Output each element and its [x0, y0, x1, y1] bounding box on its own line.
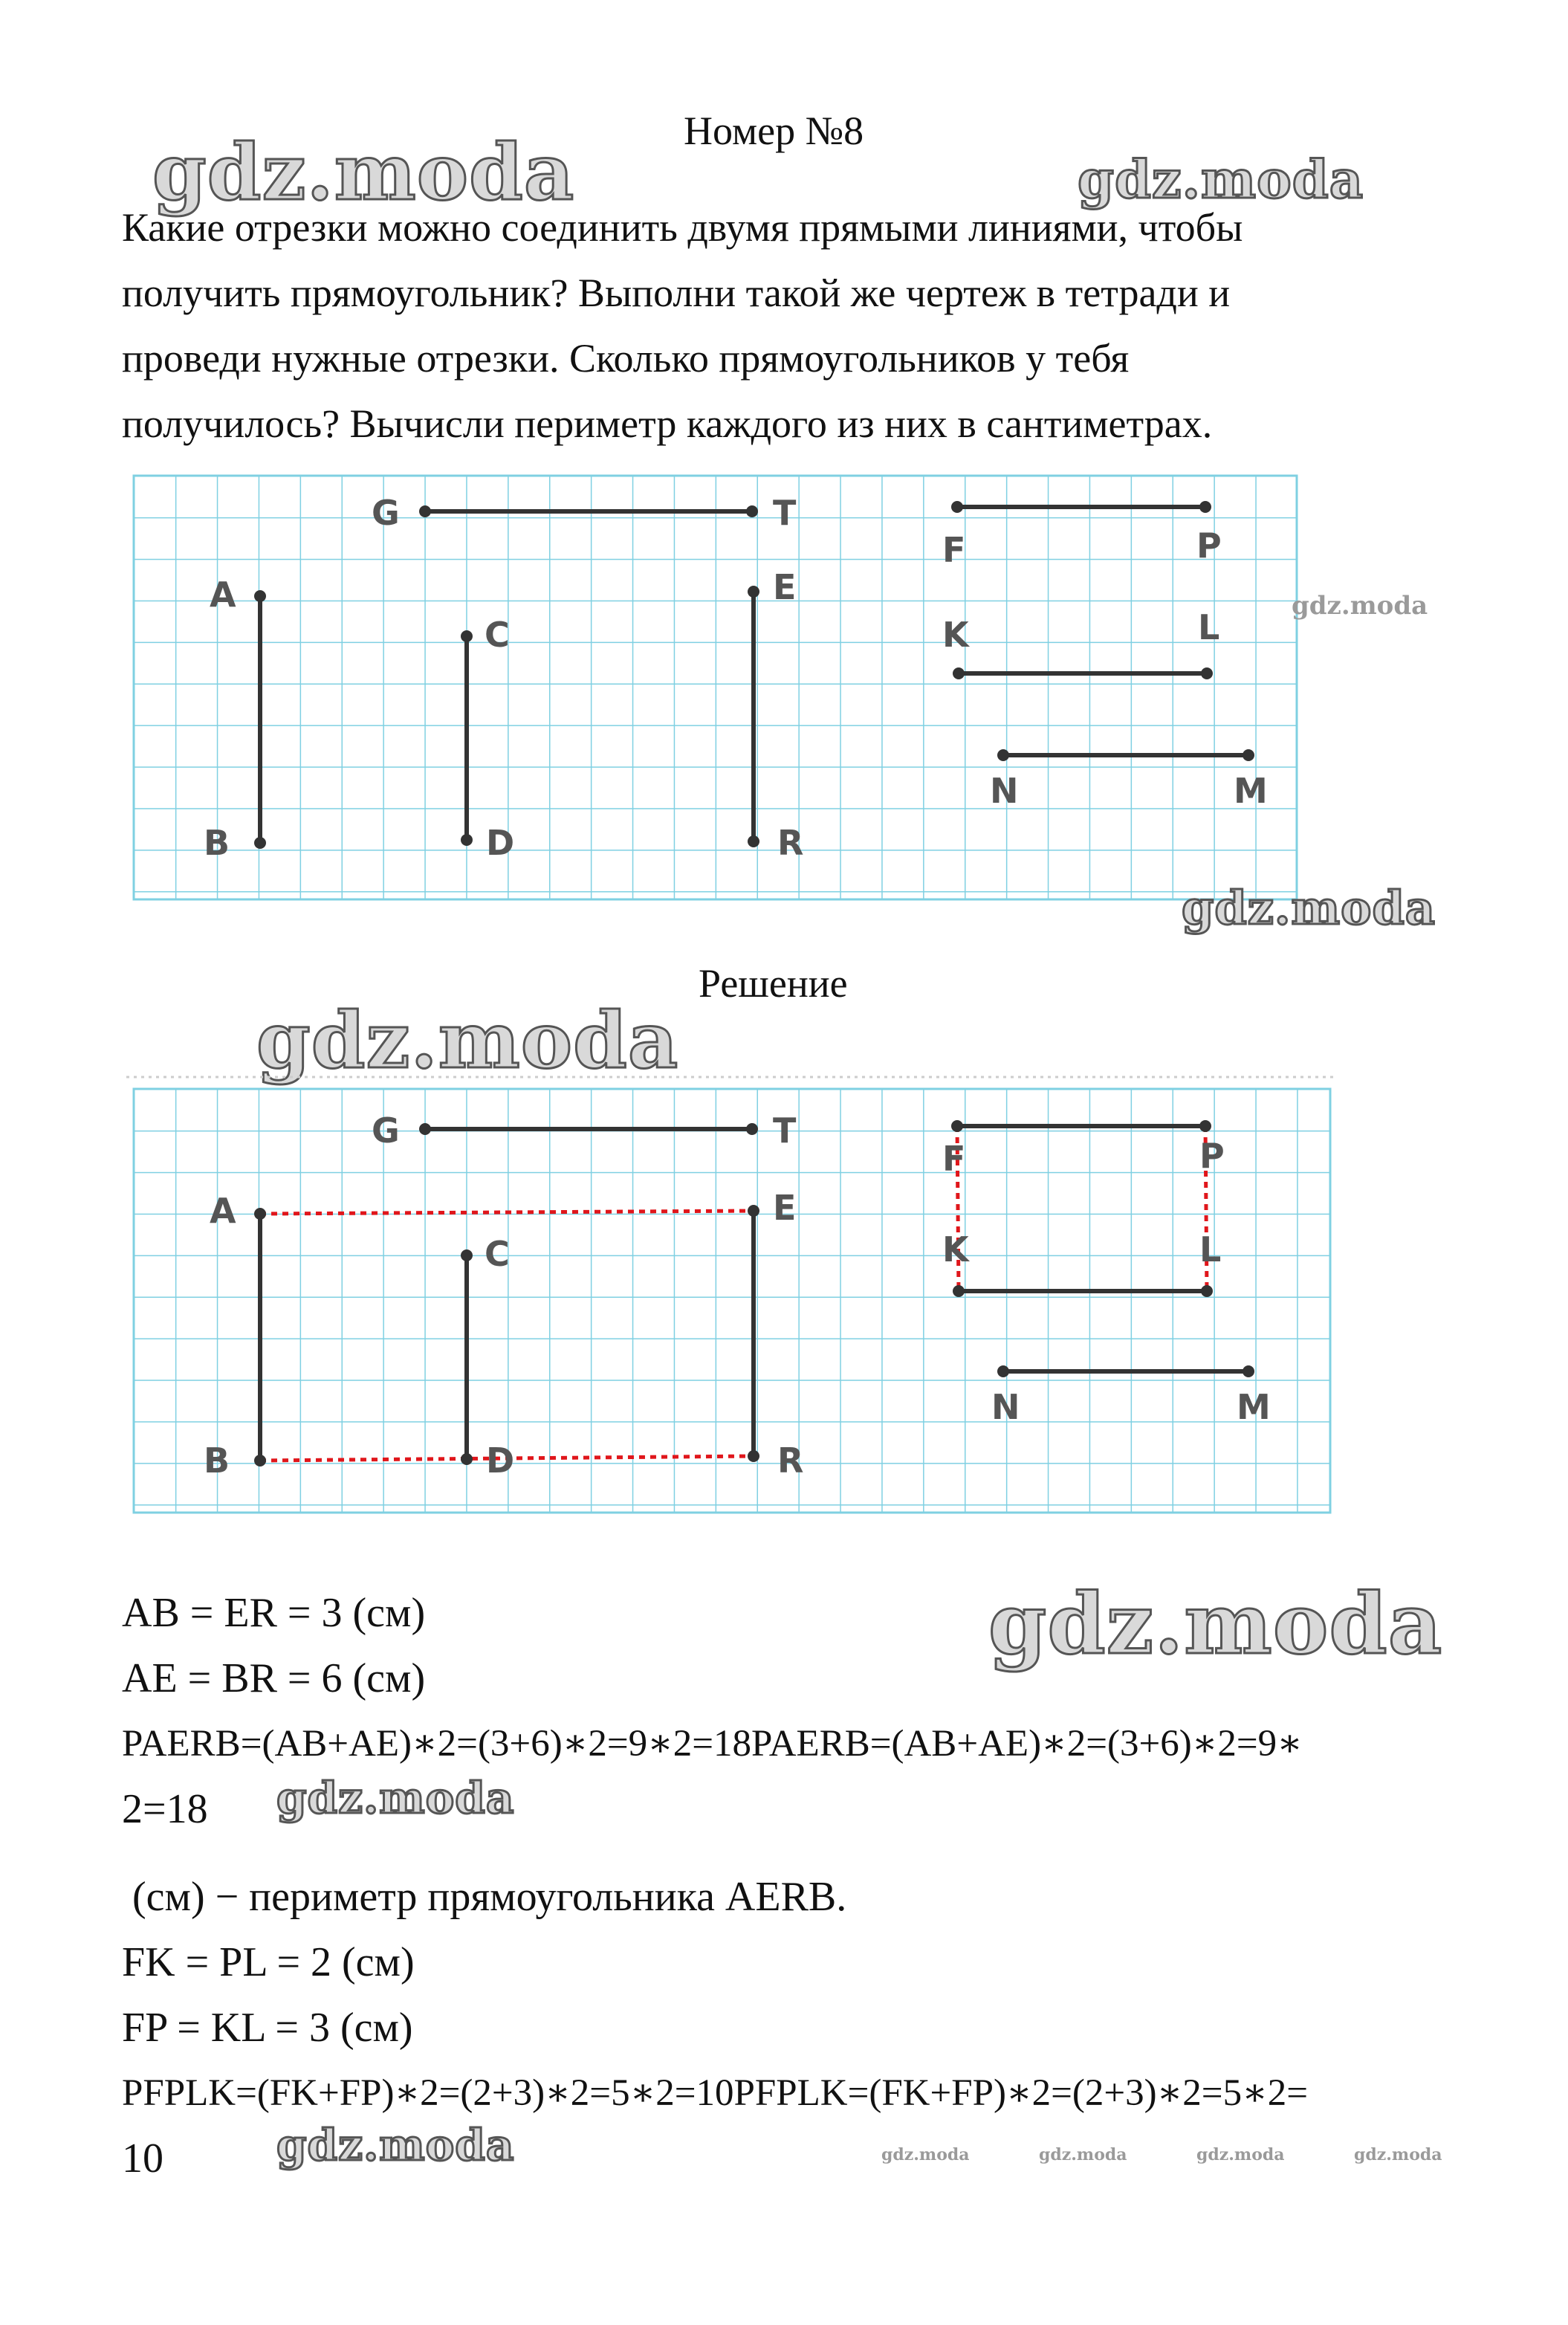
answer-line: AB = ER = 3 (см): [122, 1590, 426, 1636]
watermark: gdz.moda: [1292, 591, 1428, 621]
label-c: C: [485, 1234, 510, 1274]
watermark: gdz.moda: [256, 995, 679, 1086]
watermark: gdz.moda: [1354, 2145, 1442, 2164]
task-line: получилось? Вычисли периметр каждого из них в сантиметрах.: [122, 401, 1213, 446]
label-n: N: [990, 771, 1019, 811]
label-b: B: [204, 1440, 230, 1481]
solution-title: Решение: [699, 961, 848, 1006]
point: [254, 837, 266, 849]
watermark: gdz.moda: [276, 1773, 515, 1823]
point: [951, 501, 963, 513]
grid: [134, 1089, 1330, 1513]
point: [951, 1120, 963, 1132]
answer-line: FK = PL = 2 (см): [122, 1939, 415, 1985]
point: [953, 667, 965, 679]
point: [419, 1123, 431, 1135]
task-line: проведи нужные отрезки. Сколько прямоугольников у тебя: [122, 336, 1130, 381]
point: [254, 1455, 266, 1467]
grid: [134, 476, 1297, 899]
point: [997, 1365, 1009, 1377]
point: [461, 1453, 473, 1465]
task-line: Какие отрезки можно соединить двумя прямыми линиями, чтобы: [122, 205, 1243, 250]
task-line: получить прямоугольник? Выполни такой же чертеж в тетради и: [122, 271, 1231, 315]
label-e: E: [773, 1188, 797, 1228]
watermark: gdz.moda: [881, 2145, 970, 2164]
point: [419, 505, 431, 517]
label-c: C: [485, 615, 510, 655]
watermark: gdz.moda: [1196, 2145, 1285, 2164]
label-p: P: [1196, 526, 1222, 566]
label-r: R: [777, 823, 804, 863]
label-r: R: [777, 1440, 804, 1481]
point: [461, 1249, 473, 1261]
label-m: M: [1237, 1387, 1271, 1427]
watermark: gdz.moda: [1078, 149, 1364, 210]
answer-line: 2=18: [122, 1786, 208, 1832]
answer-line: FP = KL = 3 (см): [122, 2005, 413, 2051]
solution-figure: [0, 1074, 1568, 1520]
point: [461, 630, 473, 642]
label-f: F: [942, 530, 966, 570]
point: [748, 586, 759, 598]
answer-line: (см) − периметр прямоугольника AERB.: [122, 1874, 847, 1920]
point: [1243, 1365, 1254, 1377]
label-g: G: [372, 493, 400, 533]
point: [1199, 501, 1211, 513]
page-title: Номер №8: [684, 109, 864, 153]
point: [1199, 1120, 1211, 1132]
label-f: F: [942, 1139, 966, 1179]
label-m: M: [1234, 771, 1268, 811]
label-d: D: [486, 823, 515, 863]
watermark: gdz.moda: [152, 126, 575, 218]
label-e: E: [773, 567, 797, 607]
label-k: K: [942, 1229, 969, 1270]
point: [1201, 1285, 1213, 1297]
point: [1243, 749, 1254, 761]
point: [953, 1285, 965, 1297]
label-t: T: [773, 1110, 797, 1151]
label-b: B: [204, 823, 230, 863]
label-t: T: [773, 493, 797, 533]
label-d: D: [486, 1440, 515, 1481]
label-a: A: [210, 575, 236, 615]
point: [748, 1205, 759, 1217]
point: [748, 835, 759, 847]
label-k: K: [942, 615, 969, 655]
point: [254, 1208, 266, 1220]
point: [746, 505, 758, 517]
point: [461, 834, 473, 846]
label-l: L: [1199, 1229, 1222, 1270]
task-figure: [0, 461, 1568, 937]
answer-line: PAERB=(AB+AE)∗2=(3+6)∗2=9∗2=18PAERB=(AB+AE)∗2=(3+6)∗2=9∗: [122, 1723, 1303, 1765]
label-g: G: [372, 1110, 400, 1151]
point: [1201, 667, 1213, 679]
label-a: A: [210, 1191, 236, 1231]
label-p: P: [1199, 1136, 1225, 1176]
watermark: gdz.moda: [988, 1576, 1443, 1673]
answer-line: AE = BR = 6 (см): [122, 1655, 426, 1701]
watermark: gdz.moda: [276, 2120, 515, 2170]
task-text: [122, 195, 1243, 456]
point: [746, 1123, 758, 1135]
label-l: L: [1198, 607, 1220, 647]
answer-line: PFPLK=(FK+FP)∗2=(2+3)∗2=5∗2=10PFPLK=(FK+FP)∗2=(2+3)∗2=5∗2=: [122, 2072, 1308, 2114]
watermark: gdz.moda: [1039, 2145, 1127, 2164]
point: [997, 749, 1009, 761]
label-n: N: [991, 1387, 1020, 1427]
answer-line: 10: [122, 2135, 163, 2182]
point: [254, 590, 266, 602]
watermark: gdz.moda: [1182, 881, 1436, 935]
point: [748, 1450, 759, 1462]
